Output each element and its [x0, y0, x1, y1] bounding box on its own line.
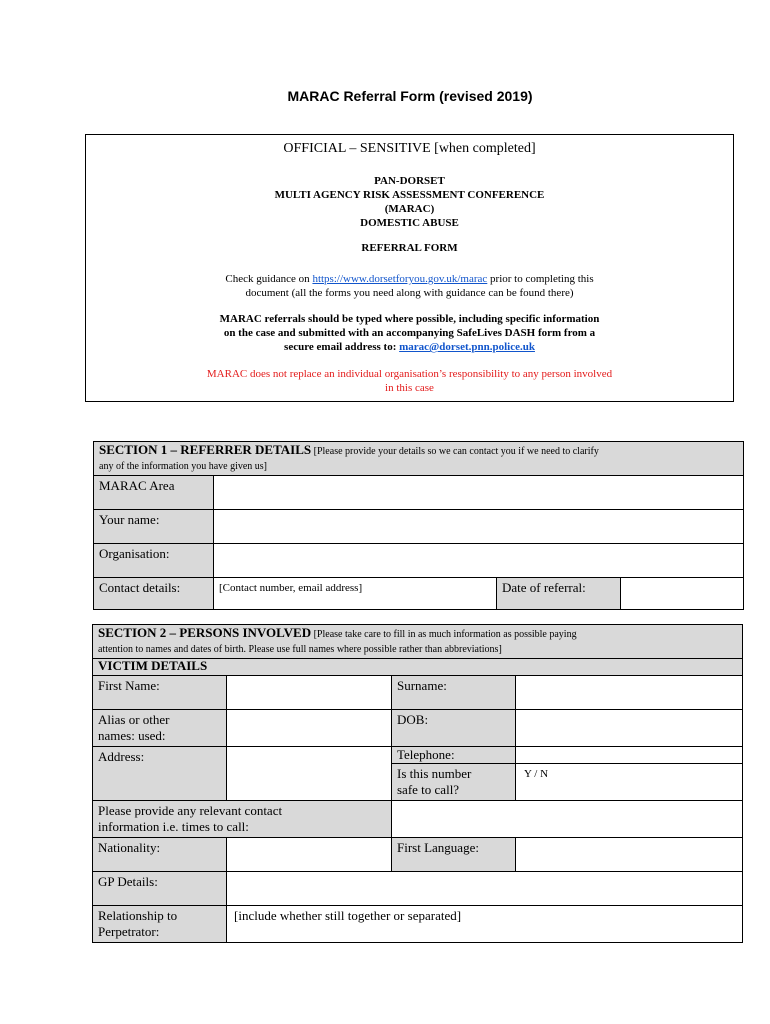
- referral-form-label: REFERRAL FORM: [361, 242, 458, 254]
- section1-header: [94, 442, 744, 476]
- your-name-field[interactable]: [214, 510, 744, 544]
- contact-info-line-1: Please provide any relevant contact: [98, 803, 283, 818]
- relationship-field[interactable]: [include whether still together or separated]: [227, 906, 743, 943]
- marac-abbrev-line: (MARAC): [384, 203, 435, 215]
- date-of-referral-label: Date of referral:: [497, 578, 621, 610]
- guidance-post: prior to completing this: [487, 273, 594, 285]
- domestic-abuse-line: DOMESTIC ABUSE: [360, 217, 459, 229]
- official-sensitive-label: OFFICIAL – SENSITIVE [when completed]: [283, 141, 536, 156]
- typed-line-3: secure email address to:: [284, 341, 400, 353]
- first-language-field[interactable]: [516, 838, 743, 872]
- organisation-label: Organisation:: [94, 544, 214, 578]
- safe-to-call-label: [392, 764, 516, 801]
- section2-persons-table: [92, 624, 743, 943]
- date-of-referral-field[interactable]: [621, 578, 744, 610]
- victim-details-heading: VICTIM DETAILS: [93, 659, 743, 676]
- nationality-field[interactable]: [227, 838, 392, 872]
- conference-heading: [86, 174, 733, 230]
- your-name-label: Your name:: [94, 510, 214, 544]
- typed-line-2: on the case and submitted with an accompanying SafeLives DASH form from a: [223, 327, 596, 339]
- section2-heading: SECTION 2 – PERSONS INVOLVED: [98, 625, 312, 640]
- first-name-label: First Name:: [93, 676, 227, 710]
- contact-details-field[interactable]: [Contact number, email address]: [214, 578, 497, 610]
- surname-field[interactable]: [516, 676, 743, 710]
- responsibility-warning: [86, 367, 733, 395]
- alias-field[interactable]: [227, 710, 392, 747]
- telephone-label: Telephone:: [392, 747, 516, 764]
- dob-label: DOB:: [392, 710, 516, 747]
- alias-label: [93, 710, 227, 747]
- section1-referrer-table: [93, 441, 744, 610]
- form-title: MARAC Referral Form (revised 2019): [287, 88, 533, 104]
- first-language-label: First Language:: [392, 838, 516, 872]
- warning-line-1: MARAC does not replace an individual organisation’s responsibility to any person involved: [206, 368, 613, 380]
- safe-to-call-field[interactable]: Y / N: [516, 764, 743, 801]
- telephone-field[interactable]: [516, 747, 743, 764]
- dob-field[interactable]: [516, 710, 743, 747]
- safe-to-call-line-2: safe to call?: [397, 782, 460, 797]
- relationship-line-1: Relationship to: [98, 908, 178, 923]
- gp-details-field[interactable]: [227, 872, 743, 906]
- guidance-text: [86, 272, 733, 300]
- guidance-line-2: document (all the forms you need along with guidance can be found there): [245, 287, 574, 299]
- typed-line-1: MARAC referrals should be typed where possible, including specific information: [219, 313, 600, 325]
- contact-info-line-2: information i.e. times to call:: [98, 819, 249, 834]
- guidance-link[interactable]: https://www.dorsetforyou.gov.uk/marac: [312, 273, 488, 285]
- alias-label-line-1: Alias or other: [98, 712, 170, 727]
- section2-header: [93, 625, 743, 659]
- relationship-label: [93, 906, 227, 943]
- marac-email-link[interactable]: marac@dorset.pnn.police.uk: [399, 341, 535, 353]
- address-label: Address:: [93, 747, 227, 801]
- contact-details-label: Contact details:: [94, 578, 214, 610]
- first-name-field[interactable]: [227, 676, 392, 710]
- gp-details-label: GP Details:: [93, 872, 227, 906]
- section1-heading: SECTION 1 – REFERRER DETAILS: [99, 442, 312, 457]
- contact-info-field[interactable]: [392, 801, 743, 838]
- guidance-pre: Check guidance on: [225, 273, 313, 285]
- typed-instructions: [86, 312, 733, 354]
- section2-note-2: attention to names and dates of birth. Please use full names where possible rather than abbreviations]: [98, 644, 502, 655]
- contact-info-label: [93, 801, 392, 838]
- relationship-line-2: Perpetrator:: [98, 924, 160, 939]
- section1-note-2: any of the information you have given us]: [99, 461, 268, 472]
- section2-note-1: [Please take care to fill in as much information as possible paying: [311, 629, 577, 640]
- official-notice-box: [85, 134, 734, 402]
- nationality-label: Nationality:: [93, 838, 227, 872]
- pan-dorset-line: PAN-DORSET: [374, 175, 445, 187]
- warning-line-2: in this case: [385, 382, 434, 394]
- marac-area-label: MARAC Area: [94, 476, 214, 510]
- marac-area-field[interactable]: [214, 476, 744, 510]
- marac-full-name-line: MULTI AGENCY RISK ASSESSMENT CONFERENCE: [274, 189, 545, 201]
- surname-label: Surname:: [392, 676, 516, 710]
- alias-label-line-2: names: used:: [98, 728, 166, 743]
- section1-note-1: [Please provide your details so we can contact you if we need to clarify: [311, 446, 599, 457]
- safe-to-call-line-1: Is this number: [397, 766, 472, 781]
- organisation-field[interactable]: [214, 544, 744, 578]
- address-field[interactable]: [227, 747, 392, 801]
